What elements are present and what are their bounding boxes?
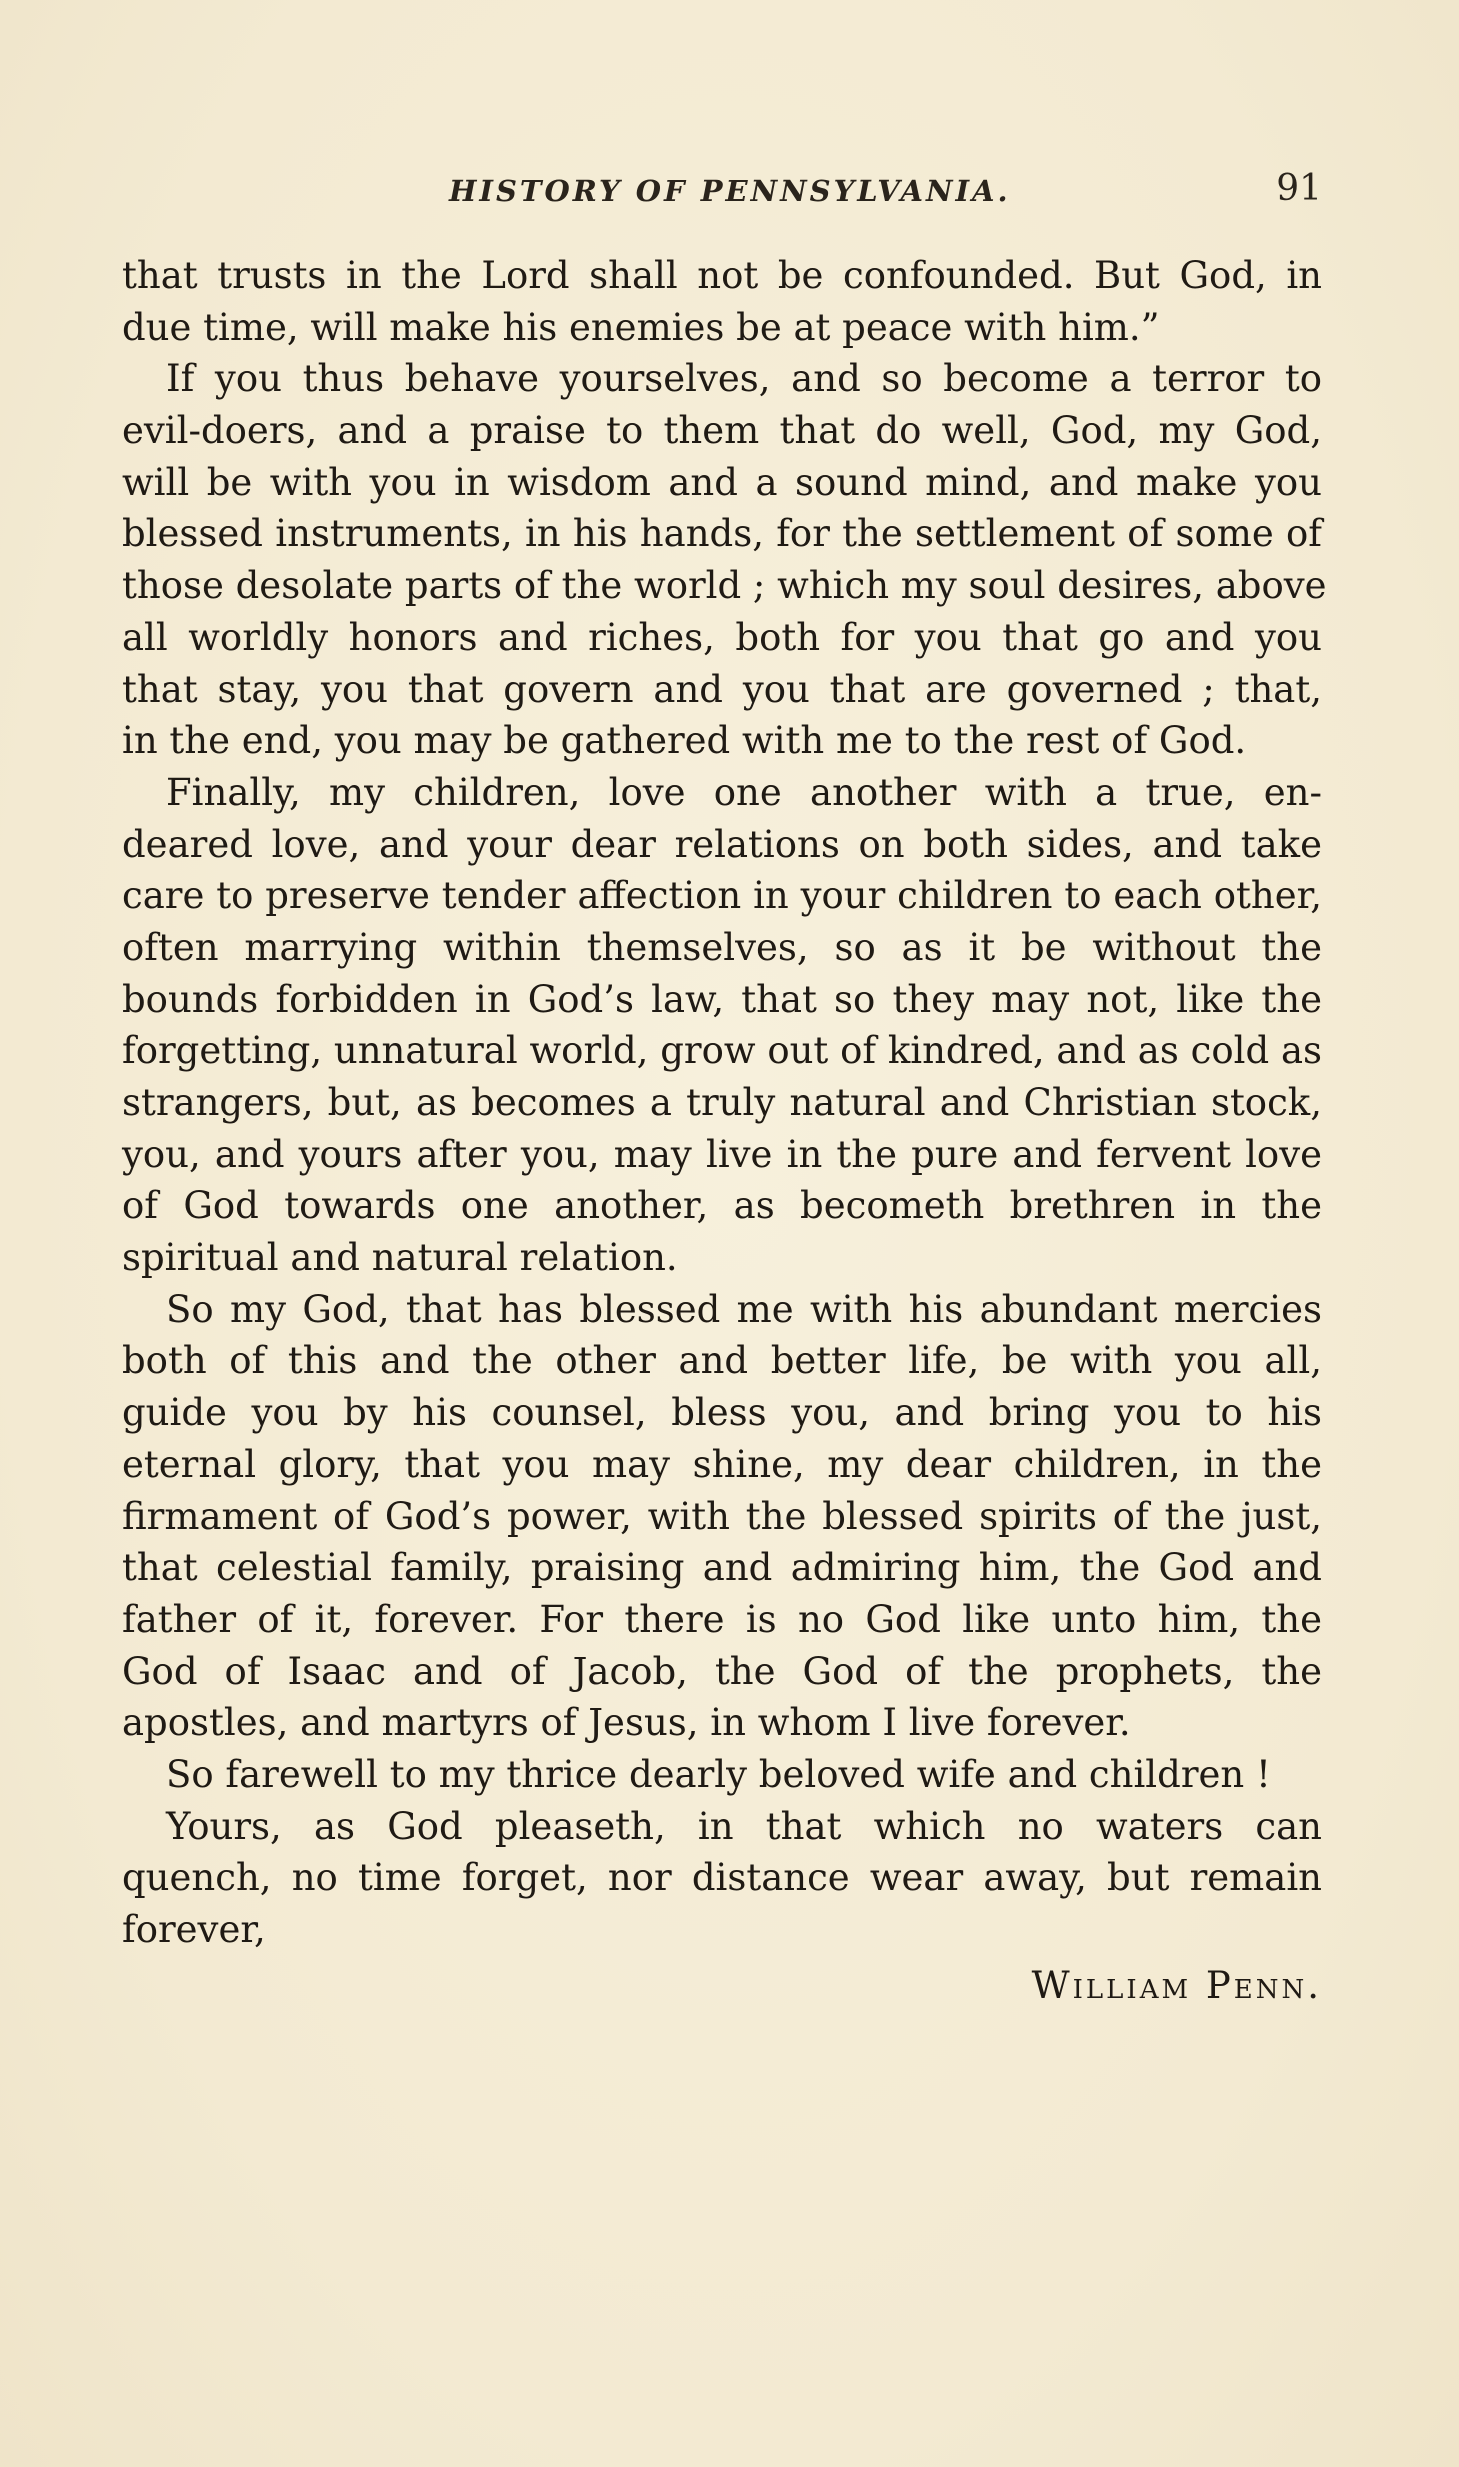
text-line: due time, will make his enemies be at peace with him.” (122, 305, 1160, 349)
text-line: all worldly honors and riches, both for you that go and you (122, 615, 1322, 659)
text-line: bounds forbidden in God’s law, that so they may not, like the (122, 977, 1322, 1021)
signature: William Penn. (1031, 1964, 1322, 2007)
text-line: guide you by his counsel, bless you, and bring you to his (122, 1391, 1322, 1435)
text-line: of God towards one another, as becometh brethren in the (122, 1184, 1322, 1228)
text-line: in the end, you may be gathered with me to the rest of God. (122, 719, 1247, 763)
text-line: care to preserve tender affection in your children to each other, (122, 874, 1322, 918)
text-line: If you thus behave yourselves, and so become a terror to (166, 357, 1322, 401)
text-line: evil-doers, and a praise to them that do well, God, my God, (122, 409, 1322, 453)
text-line: you, and yours after you, may live in the pure and fervent love (122, 1132, 1322, 1176)
text-line: apostles, and martyrs of Jesus, in whom I live forever. (122, 1701, 1131, 1745)
text-line: spiritual and natural relation. (122, 1236, 678, 1280)
text-line: So my God, that has blessed me with his abundant mercies (166, 1287, 1322, 1331)
text-line: that celestial family, praising and admiring him, the God and (122, 1546, 1322, 1590)
text-line: both of this and the other and better life, be with you all, (122, 1339, 1322, 1383)
text-line: forgetting, unnatural world, grow out of kindred, and as cold as (122, 1029, 1322, 1073)
running-head (122, 168, 1322, 218)
text-line: those desolate parts of the world ; which my soul desires, above (122, 564, 1327, 608)
text-line: eternal glory, that you may shine, my dear children, in the (122, 1442, 1322, 1486)
text-line: Finally, my children, love one another with a true, en- (166, 770, 1322, 814)
text-line: forever, (122, 1908, 266, 1951)
text-line: deared love, and your dear relations on both sides, and take (122, 822, 1322, 866)
page-number: 91 (1276, 168, 1322, 209)
text-line: will be with you in wisdom and a sound mind, and make you (122, 460, 1322, 504)
text-line: So farewell to my thrice dearly beloved wife and children ! (166, 1752, 1271, 1796)
body-text (122, 250, 1327, 1956)
text-line: father of it, forever. For there is no God like unto him, the (122, 1597, 1322, 1641)
text-line: strangers, but, as becomes a truly natural and Christian stock, (122, 1081, 1322, 1124)
text-line: firmament of God’s power, with the blessed spirits of the just, (122, 1494, 1322, 1538)
text-line: God of Isaac and of Jacob, the God of the prophets, the (122, 1649, 1322, 1693)
text-line: Yours, as God pleaseth, in that which no waters can (166, 1804, 1322, 1848)
text-line: blessed instruments, in his hands, for the settlement of some of (122, 512, 1322, 556)
text-line: that trusts in the Lord shall not be confounded. But God, in (122, 254, 1322, 297)
text-line: quench, no time forget, nor distance wear away, but remain (122, 1856, 1322, 1900)
text-line: often marrying within themselves, so as it be without the (122, 925, 1322, 969)
running-title: HISTORY OF PENNSYLVANIA. (449, 174, 1011, 208)
text-line: that stay, you that govern and you that are governed ; that, (122, 667, 1322, 711)
